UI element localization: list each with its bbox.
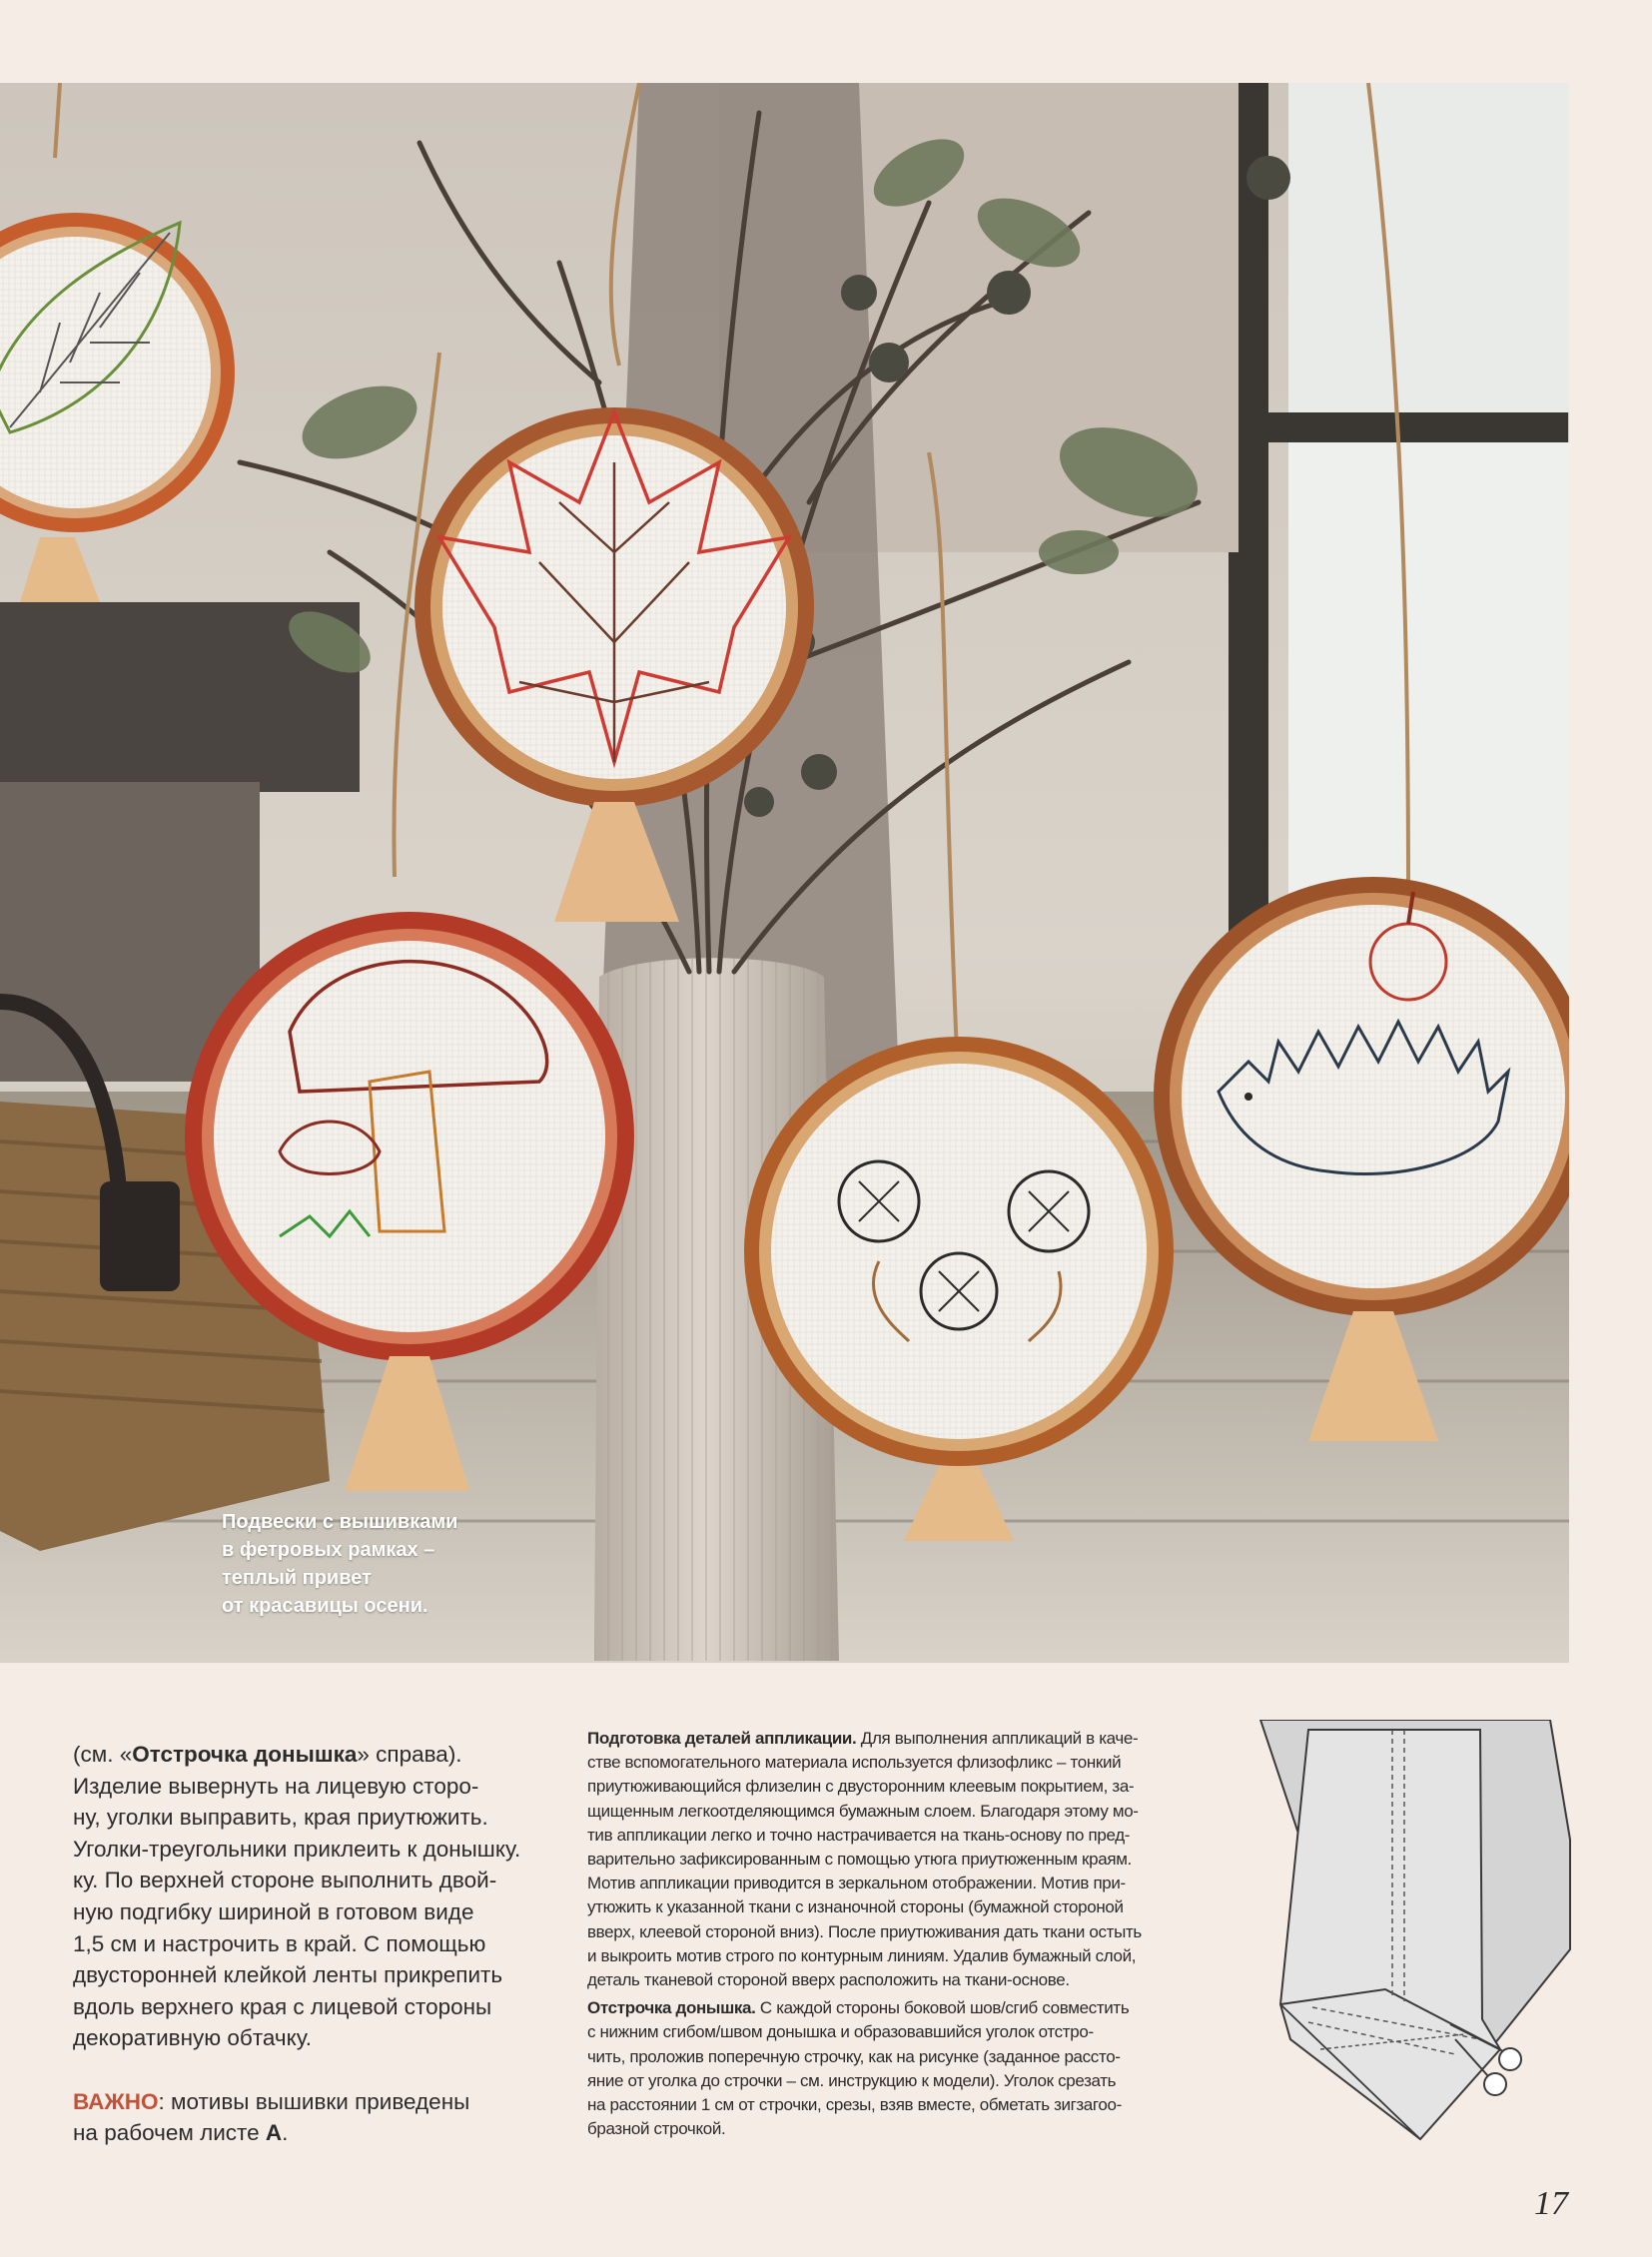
text-line: Мотив аппликации приводится в зеркальном отображении. Мотив при- bbox=[587, 1874, 1126, 1893]
section-heading: Подготовка деталей аппликации. bbox=[587, 1729, 857, 1748]
diagram-illustration bbox=[1250, 1720, 1580, 2147]
text-fragment: » справа). bbox=[357, 1742, 462, 1767]
section-heading: Отстрочка донышка. bbox=[587, 1998, 756, 2018]
text-line: Уголки-треугольники приклеить к донышку. bbox=[73, 1836, 521, 1862]
text-line: яние от уголка до строчки – см. инструкцию к модели). Уголок срезать bbox=[587, 2070, 1117, 2090]
important-label: ВАЖНО bbox=[73, 2088, 159, 2114]
text-line: вдоль верхнего края с лицевой стороны bbox=[73, 1993, 492, 2019]
text-line: щищенным легкоотделяющимся бумажным слоем. Благодаря этому мо- bbox=[587, 1801, 1139, 1821]
cross-reference: Отстрочка донышка bbox=[132, 1742, 358, 1767]
caption-line: теплый привет bbox=[222, 1567, 372, 1589]
text-line: ну, уголки выправить, края приутюжить. bbox=[73, 1805, 488, 1831]
photo-caption bbox=[222, 1508, 521, 1620]
text-line: 1,5 см и настрочить в край. С помощью bbox=[73, 1930, 486, 1956]
left-column-text bbox=[73, 1739, 542, 2149]
text-line: деталь тканевой стороной вверх расположить на ткани-основе. bbox=[587, 1970, 1070, 1990]
text-line: бразной строчкой. bbox=[587, 2119, 726, 2139]
text-line: ку. По верхней стороне выполнить двой- bbox=[73, 1868, 497, 1893]
text-fragment: . bbox=[282, 2120, 289, 2146]
text-fragment: : мотивы вышивки приведены bbox=[158, 2088, 470, 2114]
corner-stitch-diagram bbox=[1250, 1720, 1580, 2147]
text-line bbox=[73, 1739, 542, 1771]
text-line: приутюживающийся флизелин с двусторонним клеевым покрытием, за- bbox=[587, 1777, 1135, 1797]
caption-line: от красавицы осени. bbox=[222, 1595, 428, 1617]
text-line: варительно зафиксированным с помощью утюга приутюженным краям. bbox=[587, 1850, 1132, 1870]
text-line: стве вспомогательного материала используется флизофликс – тонкий bbox=[587, 1753, 1122, 1773]
text-line: ную подгибку шириной в готовом виде bbox=[73, 1898, 474, 1924]
text-line: Изделие вывернуть на лицевую сторо- bbox=[73, 1773, 479, 1799]
paragraph-heading-line bbox=[587, 1727, 1230, 1751]
text-fragment: (см. « bbox=[73, 1742, 133, 1767]
text-line: вверх, клеевой стороной вниз). После приутюживания дать ткани остыть bbox=[587, 1921, 1142, 1941]
text-line: чить, проложив поперечную строчку, как на рисунке (заданное рассто- bbox=[587, 2046, 1121, 2066]
ornaments-photo bbox=[0, 83, 1569, 1663]
caption-line: Подвески с вышивками bbox=[222, 1511, 458, 1533]
text-line: и выкроить мотив строго по контурным линиям. Удалив бумажный слой, bbox=[587, 1945, 1137, 1965]
text-fragment: на рабочем листе bbox=[73, 2120, 266, 2146]
right-column-text bbox=[587, 1727, 1230, 2141]
paragraph-heading-line bbox=[587, 1996, 1230, 2020]
caption-line: в фетровых рамках – bbox=[222, 1539, 435, 1561]
text-line: двусторонней клейкой ленты прикрепить bbox=[73, 1962, 503, 1988]
sheet-letter: А bbox=[265, 2120, 283, 2146]
photo-illustration bbox=[0, 83, 1569, 1663]
page-number: 17 bbox=[1534, 2185, 1568, 2222]
text-line: тив аппликации легко и точно настрачивается на ткань-основу по пред- bbox=[587, 1825, 1131, 1845]
text-line: на расстоянии 1 см от строчки, срезы, взяв вместе, обметать зигзагоо- bbox=[587, 2095, 1122, 2115]
text-fragment: Для выполнения аппликаций в каче- bbox=[856, 1729, 1139, 1748]
important-note bbox=[73, 2086, 542, 2118]
text-fragment: С каждой стороны боковой шов/сгиб совместить bbox=[755, 1998, 1130, 2018]
text-line: с нижним сгибом/швом донышка и образовавшийся уголок отстро- bbox=[587, 2022, 1094, 2042]
text-line: декоративную обтачку. bbox=[73, 2025, 312, 2051]
important-note-line2 bbox=[73, 2117, 542, 2149]
text-line: утюжить к указанной ткани с изнаночной стороны (бумажной стороной bbox=[587, 1897, 1124, 1917]
